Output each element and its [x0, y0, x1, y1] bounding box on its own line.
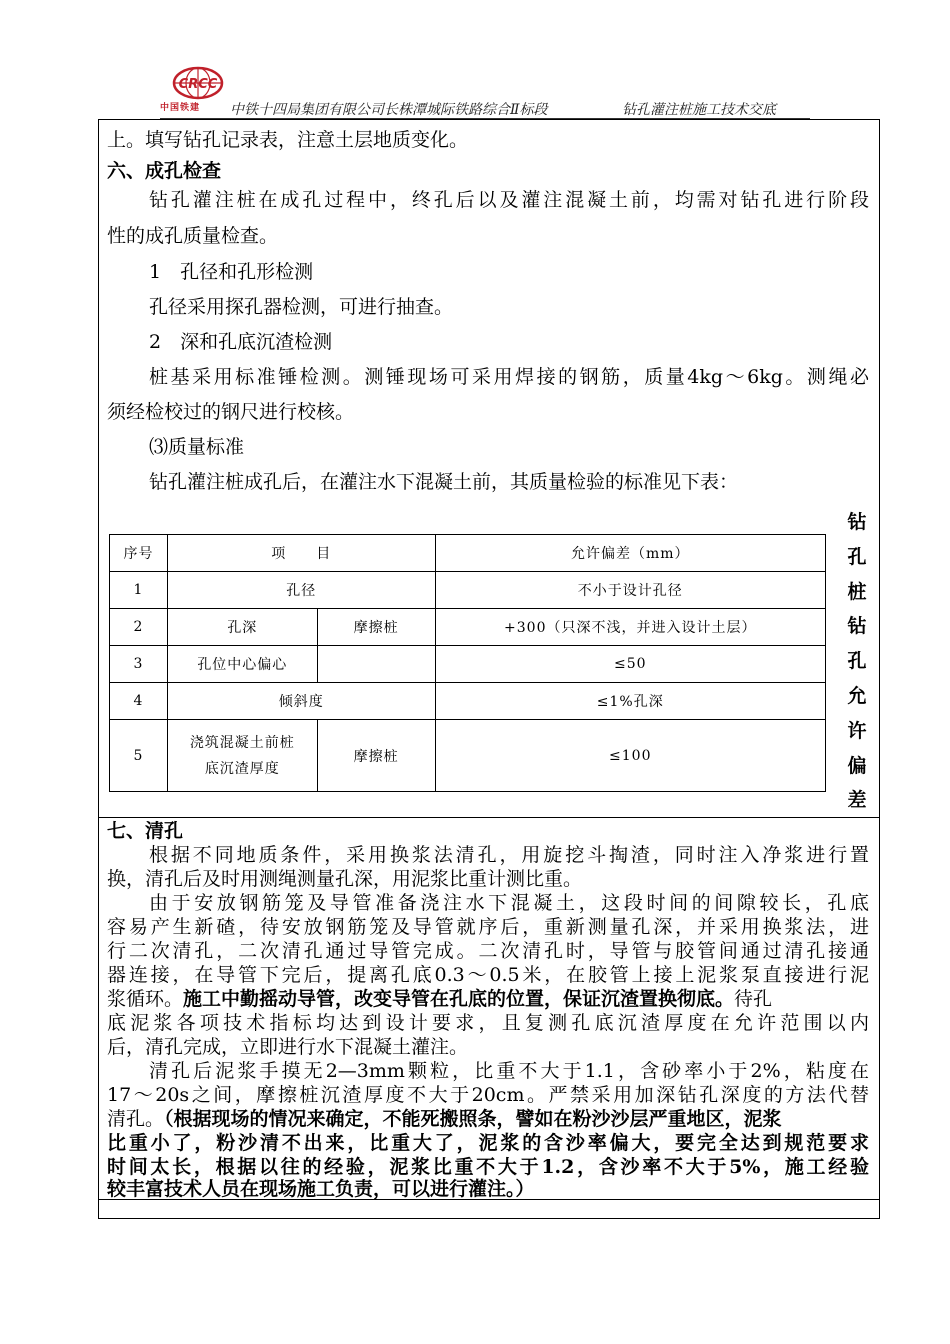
table-cell: 孔径	[167, 572, 435, 609]
header-doc-title: 钻孔灌注桩施工技术交底	[622, 102, 776, 118]
text-line: 上。填写钻孔记录表，注意土层地质变化。	[107, 129, 469, 151]
page-header	[160, 62, 810, 120]
cell-line: 底沉渣厚度	[204, 760, 280, 777]
tolerance-table	[109, 534, 826, 792]
table-cell	[317, 646, 435, 683]
bold-text-line: 比重小了，粉沙清不出来，比重大了，泥浆的含沙率偏大，要完全达到规范要求	[107, 1132, 869, 1154]
text-line: 清孔后泥浆手摸无2—3mm颗粒，比重不大于1.1，含砂率小于2%，粘度在	[149, 1060, 869, 1082]
table-row	[110, 683, 826, 720]
text-span: 浆循环。	[107, 988, 184, 1010]
title-char: 钻	[847, 615, 867, 638]
sub-heading-2: 2 深和孔底沉渣检测	[149, 331, 333, 353]
sub-heading-3: ⑶质量标准	[149, 436, 245, 458]
text-line: 行二次清孔，二次清孔通过导管完成。二次清孔时，导管与胶管间通过清孔接通	[107, 940, 869, 962]
text-line-mixed	[107, 1108, 782, 1130]
table-row	[110, 572, 826, 609]
text-span: 清孔。	[107, 1108, 165, 1130]
table-cell: 5	[110, 720, 168, 792]
cell-line: 浇筑混凝土前桩	[189, 734, 295, 751]
table-cell: 3	[110, 646, 168, 683]
header-company: 中铁十四局集团有限公司长株潭城际铁路综合Ⅱ标段	[230, 102, 548, 118]
table-cell: ≤1%孔深	[435, 683, 825, 720]
table-cell: 孔位中心偏心	[167, 646, 317, 683]
logo-text: 中国铁建	[160, 103, 201, 113]
table-row	[110, 646, 826, 683]
text-line: 桩基采用标准锤检测。测锤现场可采用焊接的钢筋，质量4kg～6kg。测绳必	[149, 366, 869, 388]
bold-text-span: 施工中勤摇动导管，改变导管在孔底的位置，保证沉渣置换彻底。	[183, 988, 735, 1010]
table-cell: +300（只深不浅，并进入设计土层）	[435, 609, 825, 646]
title-char: 孔	[847, 545, 867, 568]
title-char: 桩	[847, 580, 867, 603]
table-cell	[167, 720, 317, 792]
text-line: 须经检校过的钢尺进行校核。	[107, 401, 355, 423]
table-cell: ≤50	[435, 646, 825, 683]
text-line: 后，清孔完成，立即进行水下混凝土灌注。	[107, 1036, 469, 1058]
svg-text:CRCC: CRCC	[178, 77, 218, 92]
text-line-mixed	[107, 988, 772, 1010]
text-line: 容易产生新碴，待安放钢筋笼及导管就序后，重新测量孔深，并采用换浆法，进	[107, 916, 869, 938]
title-char: 允	[847, 684, 867, 707]
table-cell: 摩擦桩	[317, 720, 435, 792]
table-cell: 倾斜度	[167, 683, 435, 720]
text-line: 钻孔灌注桩成孔后，在灌注水下混凝土前，其质量检验的标准见下表：	[149, 471, 739, 493]
section-heading-6: 六、成孔检查	[107, 160, 222, 182]
bold-text-line: 较丰富技术人员在现场施工负责，可以进行灌注。）	[107, 1178, 535, 1200]
table-cell: 不小于设计孔径	[435, 572, 825, 609]
header-cell: 允许偏差（mm）	[435, 535, 825, 572]
table-cell: 1	[110, 572, 168, 609]
table-cell: 摩擦桩	[317, 609, 435, 646]
title-char: 许	[847, 719, 867, 742]
title-char: 钻	[847, 511, 867, 533]
table-cell: 2	[110, 609, 168, 646]
header-cell: 序号	[110, 535, 168, 572]
sub-heading-1: 1 孔径和孔形检测	[149, 261, 314, 283]
text-line: 根据不同地质条件，采用换浆法清孔，用旋挖斗掏渣，同时注入净浆进行置	[149, 844, 869, 866]
text-line: 换，清孔后及时用测绳测量孔深，用泥浆比重计测比重。	[107, 868, 583, 890]
table-row	[110, 609, 826, 646]
section-divider	[98, 817, 880, 818]
text-line: 由于安放钢筋笼及导管准备浇注水下混凝土，这段时间的间隙较长，孔底	[149, 892, 869, 914]
bold-text-span: （根据现场的情况来确定，不能死搬照条，譬如在粉沙沙层严重地区，泥浆	[164, 1108, 782, 1130]
text-line: 器连接，在导管下完后，提离孔底0.3～0.5米，在胶管上接上泥浆泵直接进行泥	[107, 964, 869, 986]
text-span: 待孔	[734, 988, 773, 1010]
title-char: 偏	[847, 754, 867, 777]
text-line: 性的成孔质量检查。	[107, 225, 279, 247]
header-cell: 项 目	[167, 535, 435, 572]
table-row	[110, 720, 826, 792]
crcc-globe-icon	[172, 66, 224, 100]
table-cell: ≤100	[435, 720, 825, 792]
title-char: 孔	[847, 650, 867, 673]
text-line: 孔径采用探孔器检测，可进行抽查。	[149, 296, 454, 318]
text-line: 底泥浆各项技术指标均达到设计要求，且复测孔底沉渣厚度在允许范围以内	[107, 1012, 869, 1034]
table-vertical-title	[845, 505, 869, 818]
table-header-row	[110, 535, 826, 572]
crcc-logo	[160, 62, 235, 118]
table-cell: 孔深	[167, 609, 317, 646]
text-line: 钻孔灌注桩在成孔过程中，终孔后以及灌注混凝土前，均需对钻孔进行阶段	[149, 189, 869, 211]
section-heading-7: 七、清孔	[107, 820, 184, 842]
title-char: 差	[847, 789, 867, 812]
bold-text-line: 时间太长，根据以往的经验，泥浆比重不大于1.2，含沙率不大于5%，施工经验	[107, 1156, 869, 1178]
text-line: 17～20s之间，摩擦桩沉渣厚度不大于20cm。严禁采用加深钻孔深度的方法代替	[107, 1084, 869, 1106]
table-cell: 4	[110, 683, 168, 720]
